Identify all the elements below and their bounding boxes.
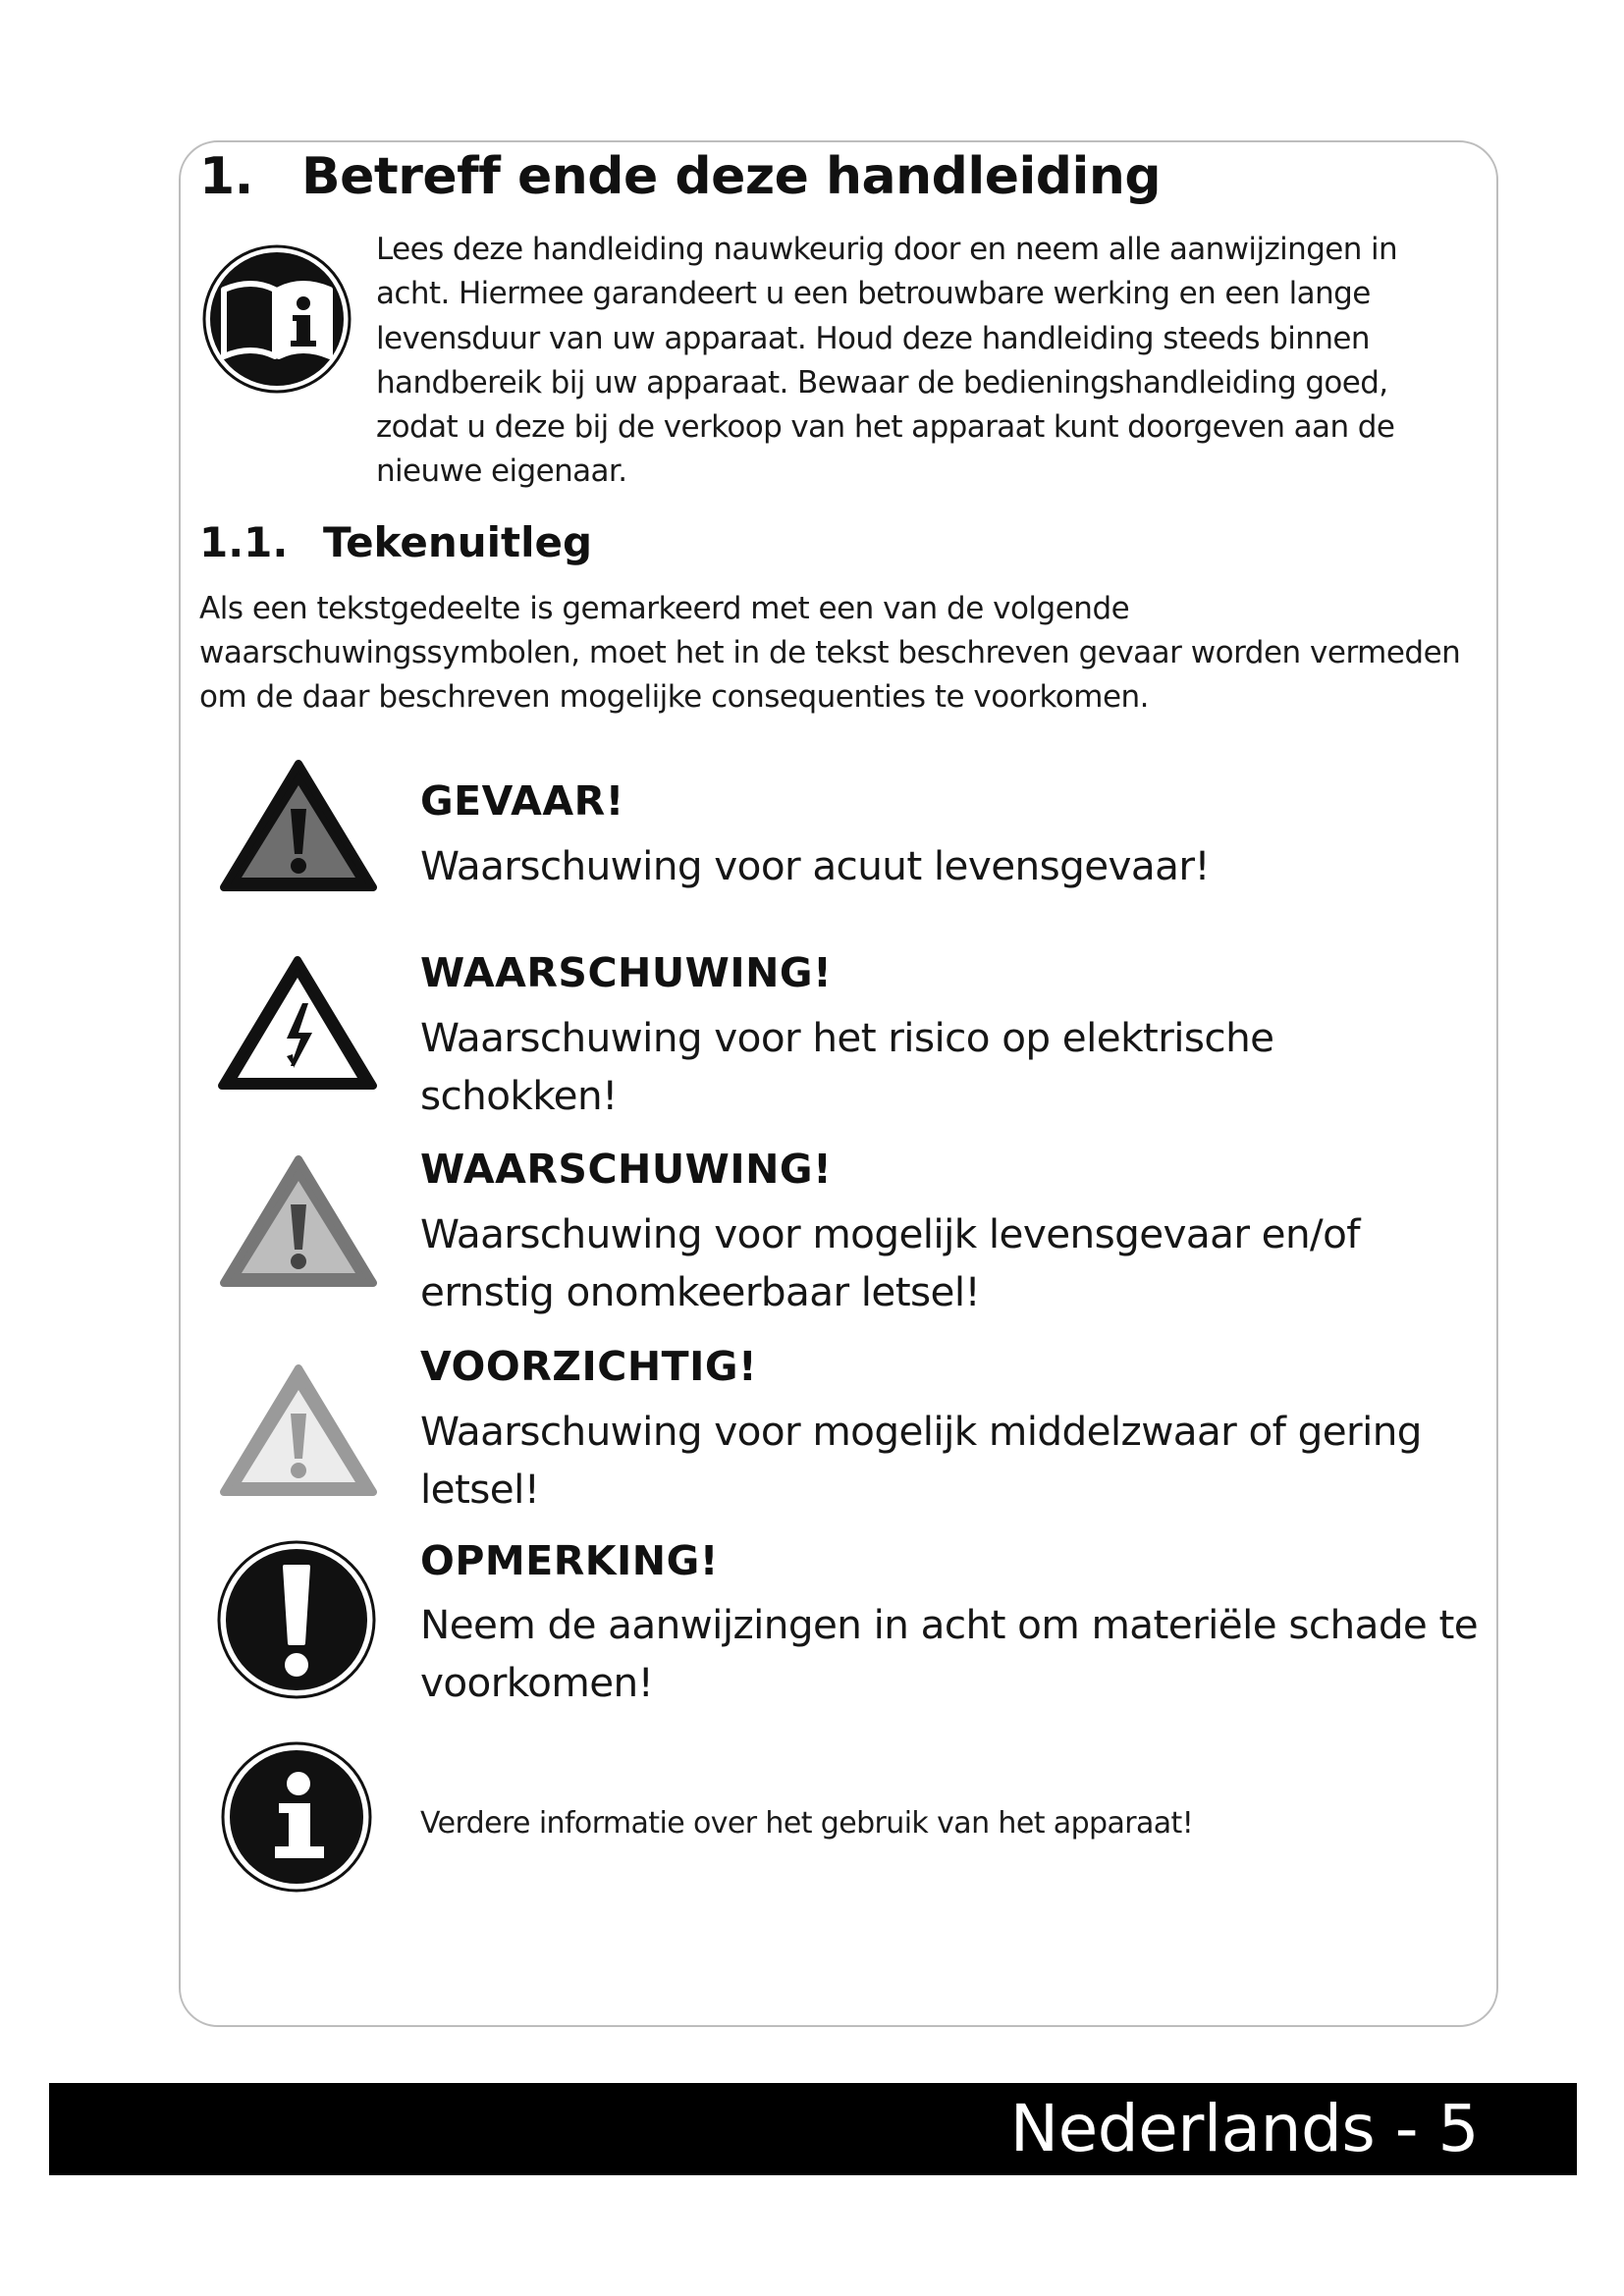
symbol-text-electric: Waarschuwing voor het risico op elektrische schokken! [420,1014,1274,1119]
subsection-title: Tekenuitleg [323,518,593,566]
electric-shock-icon [216,954,379,1092]
section-heading [199,147,1161,206]
symbol-title-warning: WAARSCHUWING! [420,1146,833,1193]
symbol-text-warning: Waarschuwing voor mogelijk levensgevaar en/of ernstig onomkeerbaar letsel! [420,1210,1360,1315]
symbol-title-caution: VOORZICHTIG! [420,1343,758,1390]
symbol-text-danger: Waarschuwing voor acuut levensgevaar! [420,842,1211,889]
info-circle-icon [220,1740,373,1894]
danger-triangle-icon [218,758,379,893]
manual-info-icon [200,242,353,396]
symbol-text-info: Verdere informatie over het gebruik van het apparaat! [420,1806,1194,1841]
symbol-title-danger: GEVAAR! [420,777,624,825]
symbol-title-note: OPMERKING! [420,1537,719,1584]
section-title: Betreff ende deze handleiding [301,147,1162,206]
symbol-text-caution: Waarschuwing voor mogelijk middelzwaar of gering letsel! [420,1408,1422,1513]
caution-triangle-icon [218,1362,379,1498]
symbol-title-electric: WAARSCHUWING! [420,949,833,996]
symbol-text-note: Neem de aanwijzingen in acht om materiële schade te voorkomen! [420,1601,1479,1706]
section-number: 1. [199,147,253,206]
exclamation-circle-icon [216,1539,377,1700]
subsection-paragraph: Als een tekstgedeelte is gemarkeerd met een van de volgende waarschuwingssymbolen, moet het in de tekst beschreven gevaar worden vermeden om de daar beschreven mogelijke consequenties te voorkomen. [199,591,1461,715]
subsection-number: 1.1. [199,518,289,566]
page-number-label: Nederlands - 5 [1009,2091,1479,2166]
page-footer [49,2083,1577,2175]
subsection-heading [199,518,592,566]
intro-paragraph: Lees deze handleiding nauwkeurig door en neem alle aanwijzingen in acht. Hiermee garandeert u een betrouwbare werking en een lange levensduur van uw apparaat. Houd deze handleiding steeds binnen handbereik bij uw apparaat. Bewaar de bedieningshandleiding goed, zodat u deze bij de verkoop van het apparaat kunt doorgeven aan de nieuwe eigenaar. [376,232,1398,490]
warning-triangle-icon [218,1153,379,1289]
